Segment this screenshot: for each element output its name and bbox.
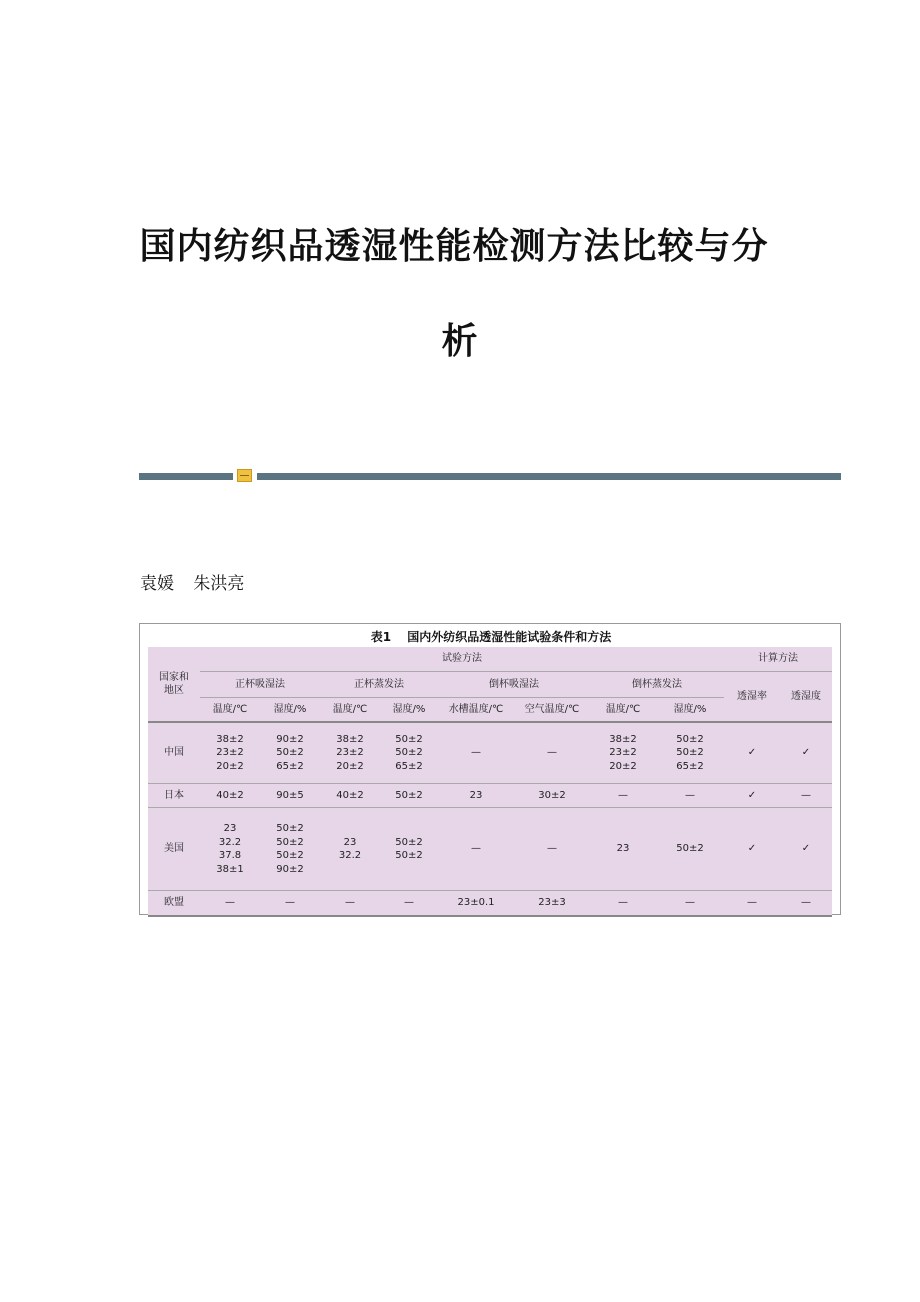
table-cell: — xyxy=(380,891,438,917)
table-cell: 23 32.2 xyxy=(320,808,380,891)
title-divider xyxy=(139,469,841,483)
table-cell: 40±2 xyxy=(320,784,380,808)
table-cell: — xyxy=(260,891,320,917)
table-label: 表1 xyxy=(370,630,392,644)
author-name: 袁媛 xyxy=(140,574,174,594)
table-cell: 23±0.1 xyxy=(438,891,514,917)
header-sub: 空气温度/℃ xyxy=(524,703,580,715)
table-cell: 30±2 xyxy=(514,784,590,808)
table-cell: ✓ xyxy=(780,808,832,891)
header-sub: 湿度/% xyxy=(673,703,707,715)
row-region: 美国 xyxy=(148,808,200,891)
table-cell: ✓ xyxy=(780,722,832,784)
table-cell: — xyxy=(590,891,656,917)
table-row xyxy=(148,784,832,808)
table-cell: — xyxy=(438,722,514,784)
divider-bar-left xyxy=(139,473,233,480)
header-calc-methods: 计算方法 xyxy=(724,647,832,672)
table-cell: 50±2 xyxy=(656,808,724,891)
data-table xyxy=(148,647,832,917)
header-sub: 温度/℃ xyxy=(605,703,641,715)
header-sub: 湿度/% xyxy=(392,703,426,715)
document-title-continued: 析 xyxy=(441,320,479,362)
row-region: 中国 xyxy=(148,722,200,784)
table-caption-text: 国内外纺织品透湿性能试验条件和方法 xyxy=(407,630,612,644)
table-cell: — xyxy=(656,784,724,808)
header-sub: 水槽温度/℃ xyxy=(448,703,504,715)
table-row xyxy=(148,891,832,917)
table-cell: 50±2 xyxy=(380,784,438,808)
table-cell: 50±2 50±2 50±2 90±2 xyxy=(260,808,320,891)
header-sub: 温度/℃ xyxy=(212,703,248,715)
table-cell: 38±2 23±2 20±2 xyxy=(200,722,260,784)
table-cell: — xyxy=(514,722,590,784)
table-cell: — xyxy=(590,784,656,808)
header-method: 正杯吸湿法 xyxy=(200,672,320,698)
table-cell: 50±2 50±2 xyxy=(380,808,438,891)
table-cell: — xyxy=(724,891,780,917)
divider-bar-right xyxy=(257,473,841,480)
table-cell: — xyxy=(320,891,380,917)
table-cell: ✓ xyxy=(724,808,780,891)
table-cell: — xyxy=(656,891,724,917)
header-calc: 透湿度 xyxy=(791,690,821,702)
table-cell: 38±2 23±2 20±2 xyxy=(590,722,656,784)
table-cell: 23 xyxy=(590,808,656,891)
table-cell: — xyxy=(780,891,832,917)
table-body xyxy=(148,722,832,916)
table-figure xyxy=(139,623,841,915)
table-cell: 50±2 50±2 65±2 xyxy=(656,722,724,784)
header-sub: 湿度/% xyxy=(273,703,307,715)
table-cell: 50±2 50±2 65±2 xyxy=(380,722,438,784)
author-name: 朱洪亮 xyxy=(193,574,245,594)
table-cell: ✓ xyxy=(724,784,780,808)
header-region: 国家和 地区 xyxy=(159,671,189,696)
table-cell: — xyxy=(438,808,514,891)
table-cell: 38±2 23±2 20±2 xyxy=(320,722,380,784)
table-caption xyxy=(140,628,842,645)
table-cell: — xyxy=(200,891,260,917)
table-cell: 23 xyxy=(438,784,514,808)
table-cell: 90±5 xyxy=(260,784,320,808)
table-cell: 90±2 50±2 65±2 xyxy=(260,722,320,784)
table-cell: 23 32.2 37.8 38±1 xyxy=(200,808,260,891)
table-cell: — xyxy=(780,784,832,808)
header-calc: 透湿率 xyxy=(737,690,767,702)
table-cell: — xyxy=(514,808,590,891)
table-row xyxy=(148,722,832,784)
document-title: 国内纺织品透湿性能检测方法比较与分 xyxy=(139,225,769,267)
header-method: 正杯蒸发法 xyxy=(320,672,438,698)
table-cell: 40±2 xyxy=(200,784,260,808)
table-row xyxy=(148,808,832,891)
divider-ornament-icon xyxy=(237,469,252,482)
header-sub: 温度/℃ xyxy=(332,703,368,715)
authors xyxy=(140,569,258,594)
row-region: 欧盟 xyxy=(148,891,200,917)
header-test-methods: 试验方法 xyxy=(200,647,724,672)
table-cell: 23±3 xyxy=(514,891,590,917)
row-region: 日本 xyxy=(148,784,200,808)
table-cell: ✓ xyxy=(724,722,780,784)
header-method: 倒杯蒸发法 xyxy=(590,672,724,698)
header-method: 倒杯吸湿法 xyxy=(438,672,590,698)
